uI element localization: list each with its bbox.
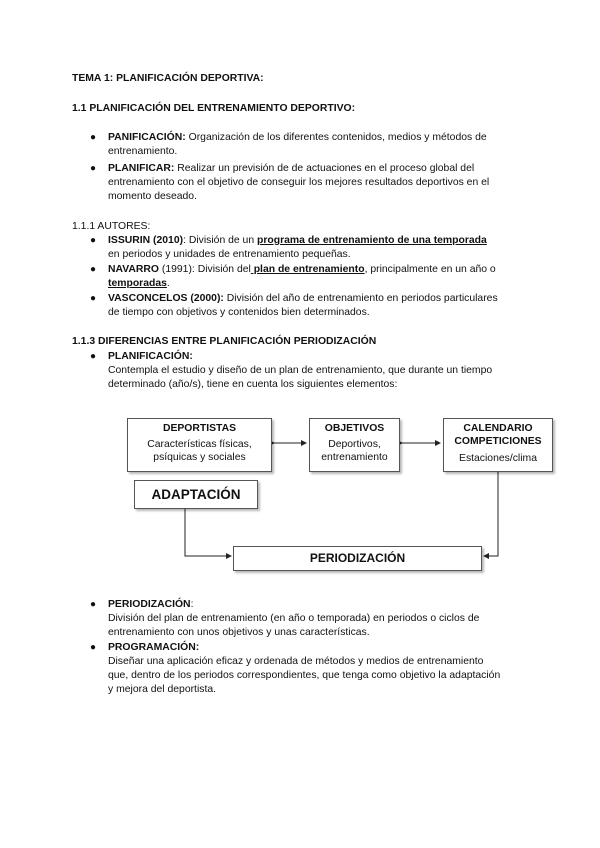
author-navarro: NAVARRO (1991): División del plan de entrenamiento, principalmente en un año o	[108, 264, 496, 275]
bullet-icon: ●	[90, 264, 97, 275]
author-vasconcelos: VASCONCELOS (2000): División del año de entrenamiento en periodos particulares	[108, 293, 498, 304]
term-planificacion: PLANIFICACIÓN:	[108, 351, 193, 362]
definition-planificar: PLANIFICAR: Realizar un previsión de de actuaciones en el proceso global del	[108, 163, 475, 174]
definition-line: momento deseado.	[108, 191, 197, 202]
box-calendario: CALENDARIO COMPETICIONES Estaciones/clima	[443, 418, 553, 472]
periodizacion-line: División del plan de entrenamiento (en año o temporada) en periodos o ciclos de	[108, 613, 480, 624]
bullet-icon: ●	[90, 642, 97, 653]
programacion-line: Diseñar una aplicación eficaz y ordenada de métodos y medios de entrenamiento	[108, 656, 484, 667]
page-title: TEMA 1: PLANIFICACIÓN DEPORTIVA:	[72, 73, 264, 84]
bullet-icon: ●	[90, 163, 97, 174]
planificacion-line: Contempla el estudio y diseño de un plan de entrenamiento, que durante un tiempo	[108, 365, 493, 376]
author-line: en periodos y unidades de entrenamiento pequeñas.	[108, 249, 351, 260]
bullet-icon: ●	[90, 599, 97, 610]
term-planificar: PLANIFICAR:	[108, 163, 175, 174]
author-line: temporadas.	[108, 278, 170, 289]
box-periodizacion: PERIODIZACIÓN	[233, 546, 482, 571]
bullet-icon: ●	[90, 293, 97, 304]
definition-line: entrenamiento.	[108, 146, 178, 157]
bullet-icon: ●	[90, 132, 97, 143]
term-panificacion: PANIFICACIÓN:	[108, 132, 186, 143]
arrow-calendario-periodizacion	[484, 472, 498, 556]
author-issurin: ISSURIN (2010): División de un programa de entrenamiento de una temporada	[108, 235, 487, 246]
section-heading-1-1: 1.1 PLANIFICACIÓN DEL ENTRENAMIENTO DEPORTIVO:	[72, 103, 356, 114]
programacion-line: y mejora del deportista.	[108, 684, 217, 695]
box-adaptacion: ADAPTACIÓN	[134, 480, 258, 509]
term-periodizacion: PERIODIZACIÓN:	[108, 599, 194, 610]
section-heading-autores: 1.1.1 AUTORES:	[72, 221, 151, 232]
box-deportistas: DEPORTISTAS Características físicas, psíquicas y sociales	[127, 418, 272, 472]
box-objetivos: OBJETIVOS Deportivos, entrenamiento	[309, 418, 400, 472]
bullet-icon: ●	[90, 235, 97, 246]
author-line: de tiempo con objetivos y contenidos bien determinados.	[108, 307, 370, 318]
periodizacion-line: entrenamiento con unos objetivos y unas características.	[108, 627, 370, 638]
section-heading-diferencias: 1.1.3 DIFERENCIAS ENTRE PLANIFICACIÓN PERIODIZACIÓN	[72, 336, 377, 347]
definition-line: entrenamiento con el objetivo de conseguir los mejores resultados deportivos en el	[108, 177, 490, 188]
planificacion-line: determinado (año/s), tiene en cuenta los siguientes elementos:	[108, 379, 398, 390]
programacion-line: que, dentro de los periodos correspondientes, que tenga como objetivo la adaptación	[108, 670, 501, 681]
definition-panificacion: PANIFICACIÓN: Organización de los diferentes contenidos, medios y métodos de	[108, 132, 487, 143]
arrow-adaptacion-periodizacion	[185, 509, 231, 556]
bullet-icon: ●	[90, 351, 97, 362]
term-programacion: PROGRAMACIÓN:	[108, 642, 200, 653]
